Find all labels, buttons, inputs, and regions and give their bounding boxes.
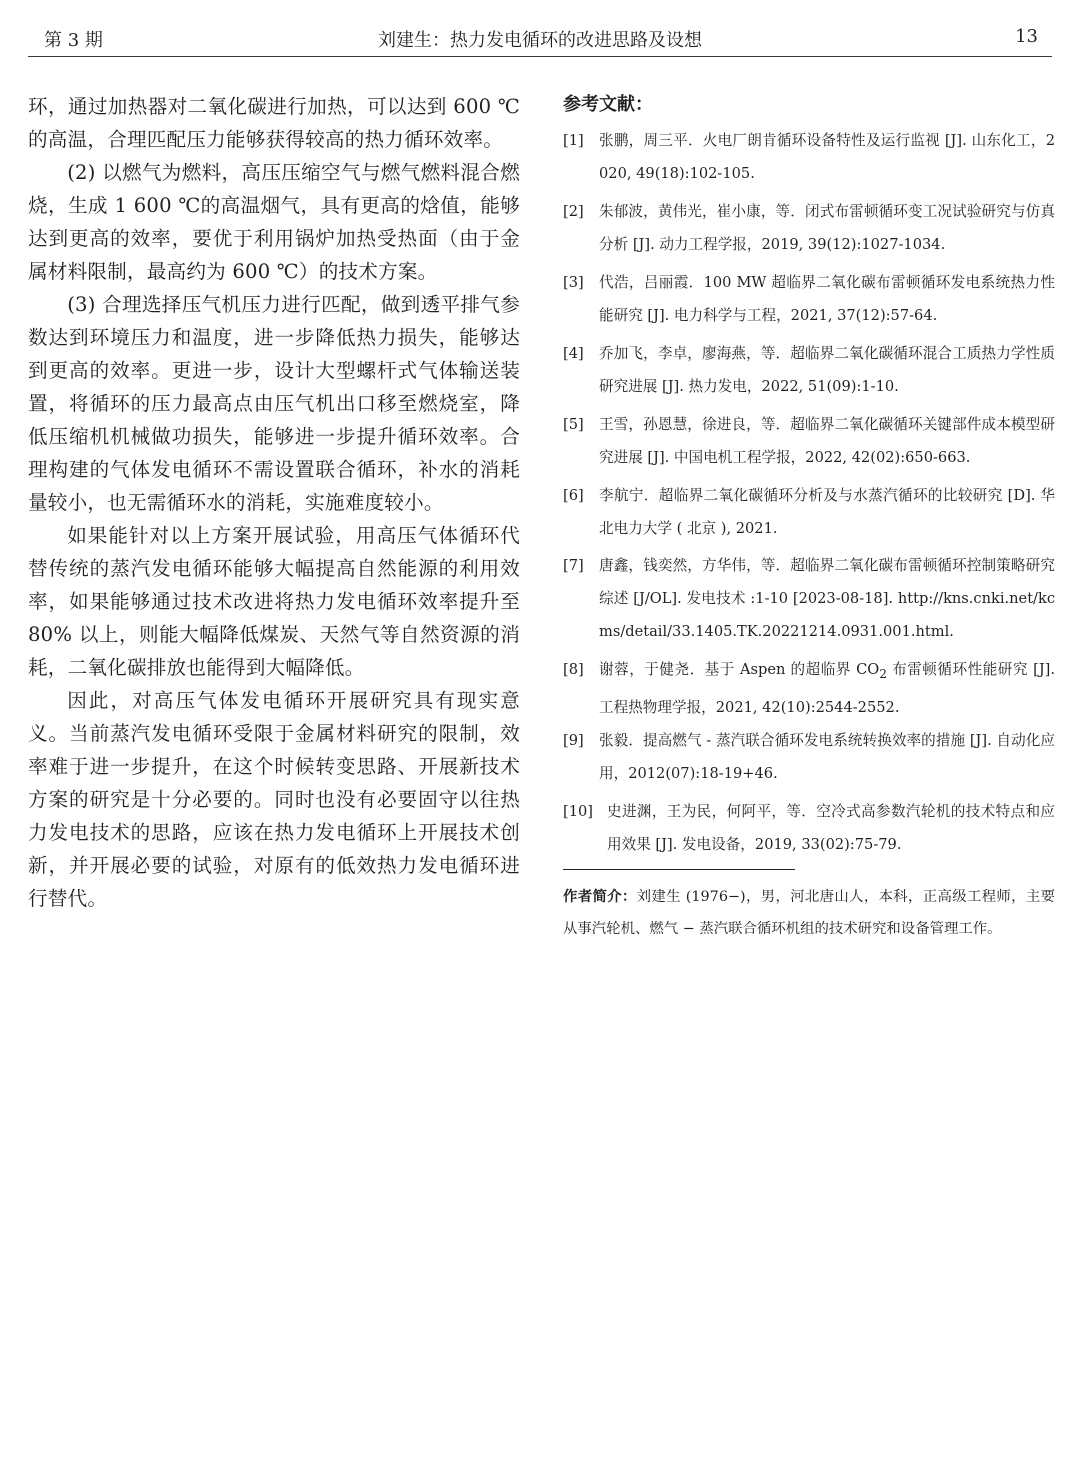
reference-item <box>563 549 1055 653</box>
references-column <box>563 90 1055 866</box>
running-title: 刘建生：热力发电循环的改进思路及设想 <box>378 30 702 51</box>
reference-item <box>563 124 1055 195</box>
reference-text: 代浩，吕丽霞．100 MW 超临界二氧化碳布雷顿循环发电系统热力性能研究 [J]. 电力科学与工程，2021, 37(12):57-64. <box>599 273 1055 324</box>
reference-number: [9] <box>563 732 584 750</box>
reference-text: 朱郁波，黄伟光，崔小康，等．闭式布雷顿循环变工况试验研究与仿真分析 [J]. 动力工程学报，2019, 39(12):1027-1034. <box>599 202 1055 253</box>
author-bio-label: 作者简介： <box>563 889 637 905</box>
reference-number: [7] <box>563 557 584 575</box>
reference-item <box>563 653 1055 724</box>
reference-number: [2] <box>563 202 584 220</box>
reference-number: [4] <box>563 344 584 362</box>
body-paragraph: 如果能针对以上方案开展试验，用高压气体循环代替传统的蒸汽发电循环能够大幅提高自然能源的利用效率，如果能够通过技术改进将热力发电循环效率提升至 80% 以上，则能大幅降低煤炭、天然气等自然资源的消耗，二氧化碳排放也能得到大幅降低。 <box>28 524 520 679</box>
reference-item <box>563 195 1055 266</box>
page-header <box>28 22 1052 57</box>
author-bio-text: 刘建生 (1976−)，男，河北唐山人，本科，正高级工程师，主要从事汽轮机、燃气 − 蒸汽联合循环机组的技术研究和设备管理工作。 <box>563 889 1055 937</box>
reference-text: 乔加飞，李卓，廖海燕，等．超临界二氧化碳循环混合工质热力学性质研究进展 [J]. 热力发电，2022, 51(09):1-10. <box>599 344 1055 395</box>
references-heading: 参考文献： <box>563 94 653 115</box>
reference-number: [3] <box>563 273 584 291</box>
reference-text: 谢蓉，于健尧．基于 Aspen 的超临界 $CO_2$ 布雷顿循环性能研究 [J]. 工程热物理学报，2021, 42(10):2544-2552. <box>599 661 1055 717</box>
reference-text: 史进渊，王为民，何阿平，等．空冷式高参数汽轮机的技术特点和应用效果 [J]. 发电设备，2019, 33(02):75-79. <box>607 803 1055 854</box>
reference-item <box>563 795 1055 866</box>
body-text-column <box>28 90 520 915</box>
author-bio <box>563 881 1055 945</box>
reference-number: [10] <box>563 803 593 821</box>
reference-number: [6] <box>563 486 584 504</box>
reference-item <box>563 266 1055 337</box>
issue-number: 第 3 期 <box>44 30 103 51</box>
reference-text: 唐鑫，钱奕然，方华伟，等．超临界二氧化碳布雷顿循环控制策略研究综述 [J/OL]. 发电技术 :1-10 [2023-08-18]. http://kns.cnki.net/kcms/detail/33.1405.TK.20221214.0931.001.html. <box>599 557 1055 641</box>
page-number: 13 <box>1015 26 1038 47</box>
reference-text: 李航宁．超临界二氧化碳循环分析及与水蒸汽循环的比较研究 [D]. 华北电力大学 ( 北京 ), 2021. <box>599 486 1055 537</box>
reference-text: 王雪，孙恩慧，徐进良，等．超临界二氧化碳循环关键部件成本模型研究进展 [J]. 中国电机工程学报，2022, 42(02):650-663. <box>599 415 1055 466</box>
body-paragraph: (3) 合理选择压气机压力进行匹配，做到透平排气参数达到环境压力和温度，进一步降低热力损失，能够达到更高的效率。更进一步，设计大型螺杆式气体输送装置，将循环的压力最高点由压气机出口移至燃烧室，降低压缩机机械做功损失，能够进一步提升循环效率。合理构建的气体发电循环不需设置联合循环，补水的消耗量较小，也无需循环水的消耗，实施难度较小。 <box>28 293 520 514</box>
reference-item <box>563 724 1055 795</box>
body-paragraph: 环，通过加热器对二氧化碳进行加热，可以达到 600 ℃的高温，合理匹配压力能够获得较高的热力循环效率。 <box>28 95 520 151</box>
reference-text: 张鹏，周三平．火电厂朗肯循环设备特性及运行监视 [J]. 山东化工，2020, 49(18):102-105. <box>599 132 1055 182</box>
reference-number: [5] <box>563 415 584 433</box>
body-paragraph: 因此，对高压气体发电循环开展研究具有现实意义。当前蒸汽发电循环受限于金属材料研究的限制，效率难于进一步提升，在这个时候转变思路、开展新技术方案的研究是十分必要的。同时也没有必要固守以往热力发电技术的思路，应该在热力发电循环上开展技术创新，并开展必要的试验，对原有的低效热力发电循环进行替代。 <box>28 689 520 910</box>
reference-number: [1] <box>563 132 584 149</box>
reference-item <box>563 479 1055 550</box>
reference-text: 张毅．提高燃气 - 蒸汽联合循环发电系统转换效率的措施 [J]. 自动化应用，2012(07):18-19+46. <box>599 732 1055 783</box>
reference-item <box>563 337 1055 408</box>
subscript-2: 2 <box>879 667 887 682</box>
reference-number: [8] <box>563 661 584 679</box>
body-paragraph: (2) 以燃气为燃料，高压压缩空气与燃气燃料混合燃烧，生成 1 600 ℃的高温烟气，具有更高的焓值，能够达到更高的效率，要优于利用锅炉加热受热面（由于金属材料限制，最高约为 600 ℃）的技术方案。 <box>28 161 520 283</box>
footnote-divider <box>563 869 795 870</box>
reference-item <box>563 408 1055 479</box>
